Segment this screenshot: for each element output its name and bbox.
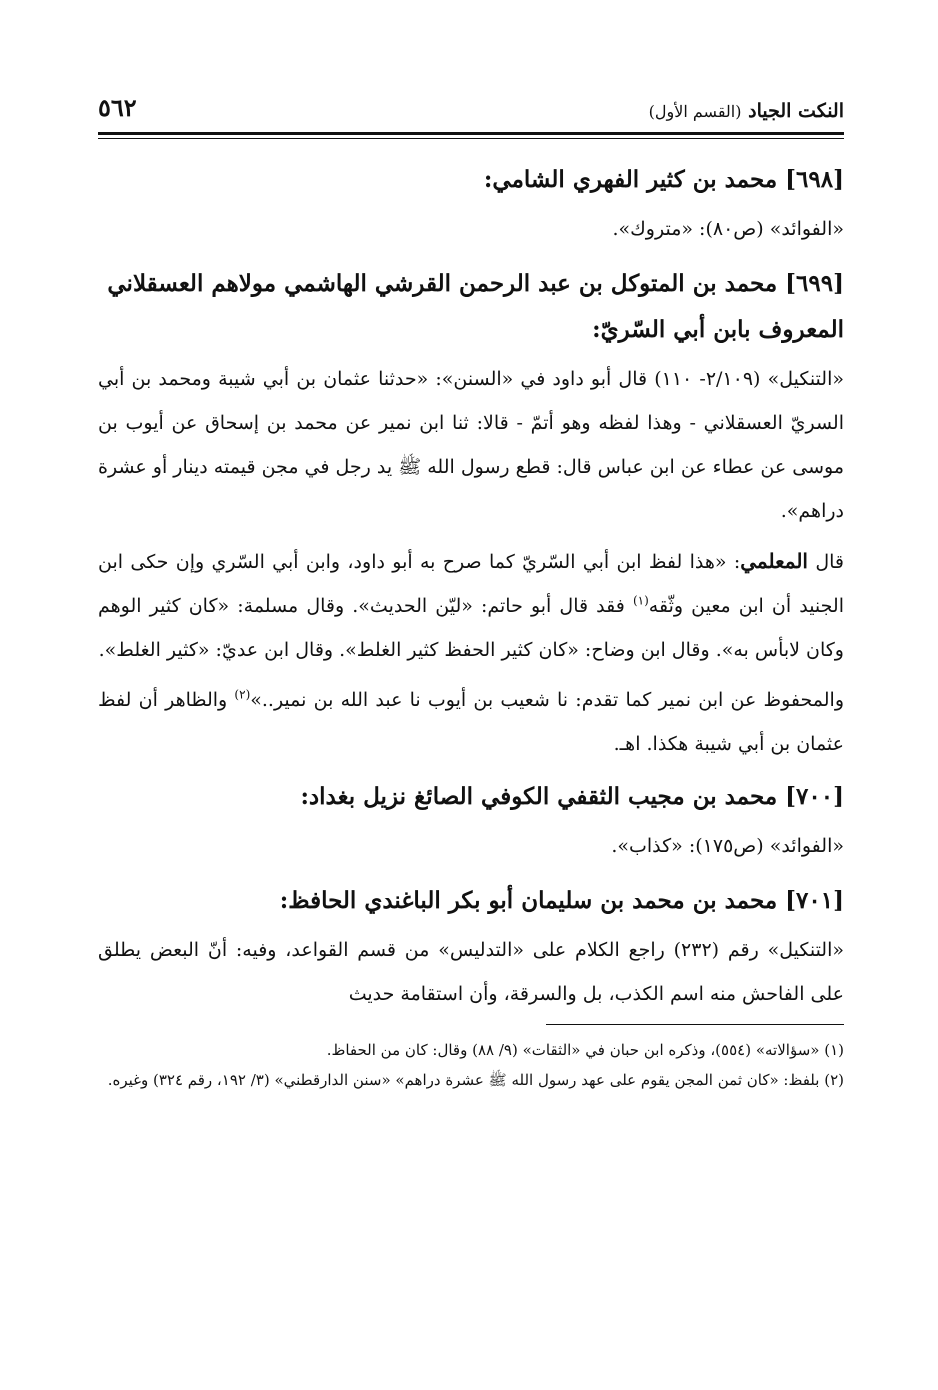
footnote-ref-2[interactable]: (٢) bbox=[234, 687, 251, 702]
entry-paragraph: «التنكيل» رقم (٢٣٢) راجع الكلام على «التدليس» من قسم القواعد، وفيه: أنّ البعض يطلق على الفاحش منه اسم الكذب، بل والسرقة، وأن استقامة حديث bbox=[98, 939, 844, 1005]
page-header bbox=[98, 78, 844, 128]
entry-698 bbox=[98, 157, 844, 251]
entry-paragraph: «الفوائد» (ص٨٠): «متروك». bbox=[612, 218, 844, 240]
book-part: (القسم الأول) bbox=[648, 102, 742, 121]
header-rule-thick bbox=[98, 132, 844, 135]
footnote-separator bbox=[546, 1024, 844, 1025]
footnote-ref-1[interactable]: (١) bbox=[632, 593, 649, 608]
page-body bbox=[98, 157, 844, 1016]
footnotes bbox=[98, 1035, 844, 1095]
entry-701 bbox=[98, 878, 844, 1016]
entry-paragraph: «الفوائد» (ص١٧٥): «كذاب». bbox=[611, 835, 844, 857]
entry-700 bbox=[98, 774, 844, 868]
scholar-name: المعلمي bbox=[740, 549, 808, 573]
mualimi-paragraph bbox=[98, 539, 844, 672]
entry-paragraph: «التنكيل» (٢/١٠٩- ١١٠) قال أبو داود في «السنن»: «حدثنا عثمان بن أبي شيبة ومحمد بن أبي السريّ العسقلاني - وهذا لفظه وهو أتمّ - قالا: ثنا ابن نمير عن محمد بن إسحاق عن أيوب بن موسى عن عطاء عن ابن عباس قال: قطع رسول الله ﷺ يد رجل في مجن قيمته دينار أو عشرة دراهم». bbox=[98, 368, 844, 522]
footnote-2: (٢) بلفظ: «كان ثمن المجن يقوم على عهد رسول الله ﷺ عشرة دراهم» «سنن الدارقطني» (٣/ ١٩٢، رقم ٣٢٤) وغيره. bbox=[107, 1071, 844, 1089]
mualimi-text-a: : «هذا لفظ ابن أبي السّريّ كما صرح به أبو داود، وابن أبي السّري وإن حكى ابن الجنيد أن ابن معين وثّقه bbox=[98, 551, 844, 617]
entry-699 bbox=[98, 261, 844, 766]
entry-heading: [٧٠١] محمد بن محمد بن سليمان أبو بكر الباغندي الحافظ: bbox=[279, 887, 844, 914]
running-head bbox=[649, 100, 844, 122]
page-number: ٥٦٢ bbox=[98, 93, 137, 122]
entry-heading: [٦٩٩] محمد بن المتوكل بن عبد الرحمن القرشي الهاشمي مولاهم العسقلاني المعروف بابن أبي السّريّ: bbox=[107, 270, 844, 343]
continuation-paragraph bbox=[98, 678, 844, 766]
header-rule-thin bbox=[98, 138, 844, 139]
mualimi-text-b: فقد قال أبو حاتم: «ليّن الحديث». وقال مسلمة: «كان كثير الوهم وكان لابأس به». وقال ابن وضاح: «كان كثير الحفظ كثير الغلط». وقال ابن عديّ: «كثير الغلط». bbox=[98, 595, 844, 661]
continuation-text-b: والظاهر أن لفظ عثمان بن أبي شيبة هكذا. اهـ. bbox=[98, 689, 844, 755]
entry-heading: [٦٩٨] محمد بن كثير الفهري الشامي: bbox=[483, 166, 844, 193]
mualimi-prefix: قال bbox=[815, 551, 844, 573]
entry-heading: [٧٠٠] محمد بن مجيب الثقفي الكوفي الصائغ نزيل بغداد: bbox=[300, 783, 844, 810]
book-page bbox=[98, 78, 844, 1095]
continuation-text-a: والمحفوظ عن ابن نمير كما تقدم: نا شعيب بن أيوب نا عبد الله بن نمير..» bbox=[250, 689, 844, 711]
footnote-1: (١) «سؤالاته» (٥٥٤)، وذكره ابن حبان في «الثقات» (٩/ ٨٨) وقال: كان من الحفاظ. bbox=[326, 1041, 844, 1059]
book-title: النكت الجياد bbox=[748, 100, 844, 122]
